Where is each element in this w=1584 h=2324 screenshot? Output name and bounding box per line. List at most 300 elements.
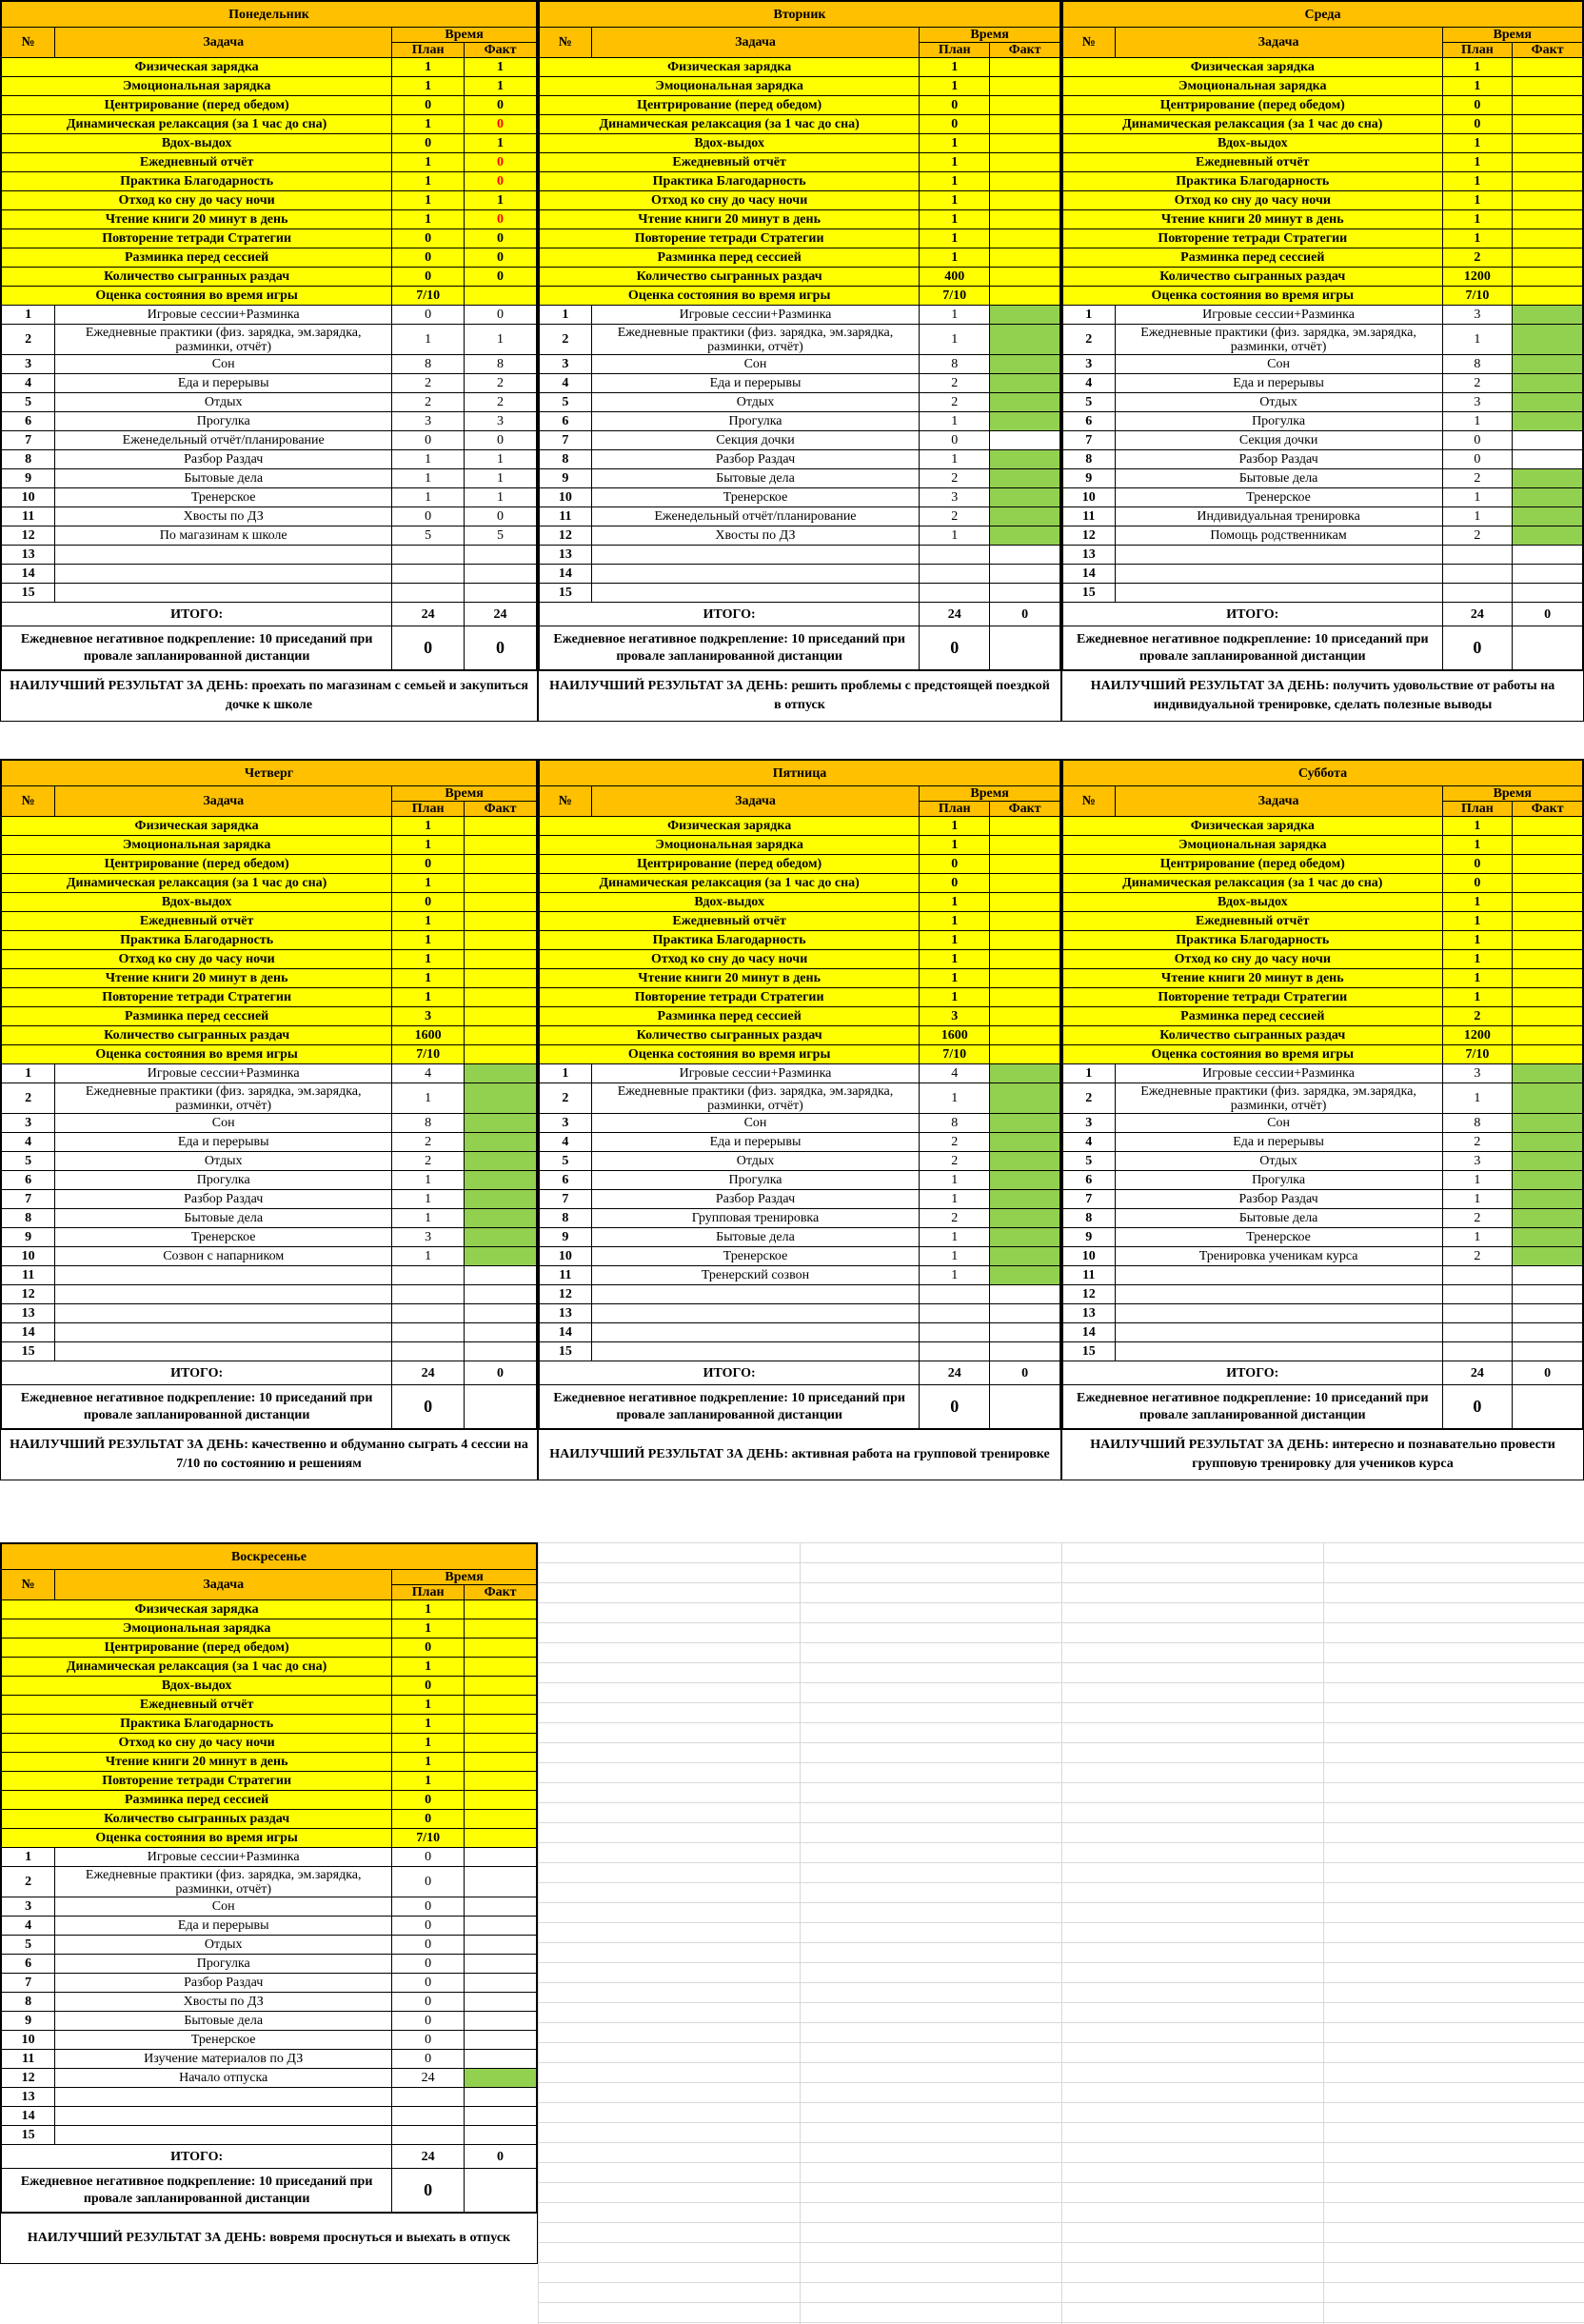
habit-plan[interactable]: 1 [1442, 77, 1513, 96]
habit-fact[interactable] [990, 210, 1060, 229]
habit-plan[interactable]: 1 [392, 172, 465, 191]
task-plan[interactable] [920, 584, 990, 603]
task-name[interactable]: Еда и перерывы [1115, 1133, 1442, 1152]
neg-plan[interactable]: 0 [920, 1385, 990, 1429]
habit-fact[interactable] [465, 836, 537, 855]
habit-fact[interactable] [1513, 153, 1583, 172]
task-name[interactable]: Тренировка ученикам курса [1115, 1247, 1442, 1266]
habit-plan[interactable]: 1 [392, 988, 465, 1007]
habit-fact[interactable]: 1 [465, 77, 537, 96]
task-name[interactable]: Еда и перерывы [55, 1133, 392, 1152]
task-name[interactable]: Созвон с напарником [55, 1247, 392, 1266]
task-plan[interactable]: 1 [1442, 325, 1513, 355]
task-plan[interactable]: 1 [1442, 1228, 1513, 1247]
habit-fact[interactable]: 0 [465, 268, 537, 287]
task-name[interactable]: Игровые сессии+Разминка [55, 1848, 392, 1867]
task-fact[interactable] [1513, 546, 1583, 565]
task-name[interactable]: Разбор Раздач [591, 1190, 920, 1209]
habit-fact[interactable] [1513, 931, 1583, 950]
task-name[interactable]: Игровые сессии+Разминка [591, 306, 920, 325]
task-fact[interactable] [1513, 1190, 1583, 1209]
task-fact[interactable] [465, 1171, 537, 1190]
task-plan[interactable]: 1 [1442, 1083, 1513, 1114]
task-plan[interactable]: 24 [392, 2069, 465, 2088]
task-name[interactable]: Изучение материалов по ДЗ [55, 2050, 392, 2069]
habit-fact[interactable] [990, 1026, 1060, 1045]
task-fact[interactable]: 2 [465, 393, 537, 412]
neg-plan[interactable]: 0 [1442, 1385, 1513, 1429]
task-name[interactable]: Прогулка [55, 1171, 392, 1190]
task-plan[interactable] [392, 2107, 465, 2126]
task-name[interactable]: Разбор Раздач [1115, 1190, 1442, 1209]
habit-fact[interactable]: 1 [465, 134, 537, 153]
habit-plan[interactable]: 1 [1442, 988, 1513, 1007]
task-fact[interactable] [465, 1897, 537, 1917]
task-name[interactable]: Сон [55, 1897, 392, 1917]
task-fact[interactable] [990, 469, 1060, 488]
task-plan[interactable]: 3 [392, 1228, 465, 1247]
habit-plan[interactable]: 0 [392, 268, 465, 287]
habit-plan[interactable]: 1 [1442, 836, 1513, 855]
task-plan[interactable] [920, 565, 990, 584]
task-fact[interactable] [465, 1209, 537, 1228]
task-fact[interactable]: 1 [465, 450, 537, 469]
task-plan[interactable]: 8 [920, 1114, 990, 1133]
habit-plan[interactable]: 1 [920, 836, 990, 855]
task-plan[interactable]: 3 [392, 412, 465, 431]
task-fact[interactable] [465, 1190, 537, 1209]
habit-plan[interactable]: 1 [1442, 912, 1513, 931]
task-plan[interactable]: 2 [1442, 1209, 1513, 1228]
task-fact[interactable] [1513, 1285, 1583, 1304]
habit-fact[interactable] [1513, 1026, 1583, 1045]
task-fact[interactable] [1513, 325, 1583, 355]
task-name[interactable]: Хвосты по ДЗ [591, 526, 920, 546]
task-plan[interactable]: 1 [920, 325, 990, 355]
task-name[interactable]: Сон [55, 355, 392, 374]
task-plan[interactable]: 8 [1442, 1114, 1513, 1133]
task-fact[interactable] [990, 1247, 1060, 1266]
task-fact[interactable] [990, 1064, 1060, 1083]
habit-plan[interactable]: 1 [920, 912, 990, 931]
task-name[interactable]: Бытовые дела [1115, 469, 1442, 488]
task-fact[interactable] [465, 1323, 537, 1342]
habit-fact[interactable] [465, 1619, 537, 1639]
habit-fact[interactable] [1513, 969, 1583, 988]
task-plan[interactable] [392, 2126, 465, 2145]
task-plan[interactable]: 0 [392, 2012, 465, 2031]
task-name[interactable]: Хвосты по ДЗ [55, 1993, 392, 2012]
task-fact[interactable] [465, 1936, 537, 1955]
task-fact[interactable] [465, 1304, 537, 1323]
habit-plan[interactable]: 1200 [1442, 1026, 1513, 1045]
habit-plan[interactable]: 1 [392, 874, 465, 893]
task-fact[interactable]: 5 [465, 526, 537, 546]
habit-fact[interactable] [990, 134, 1060, 153]
habit-fact[interactable] [465, 912, 537, 931]
habit-fact[interactable] [990, 1007, 1060, 1026]
task-name[interactable]: Сон [1115, 355, 1442, 374]
task-plan[interactable]: 1 [392, 1209, 465, 1228]
habit-fact[interactable] [465, 1829, 537, 1848]
task-plan[interactable]: 1 [392, 488, 465, 507]
task-name[interactable] [55, 1342, 392, 1361]
habit-fact[interactable] [1513, 96, 1583, 115]
task-name[interactable]: Разбор Раздач [55, 1974, 392, 1993]
task-plan[interactable]: 0 [392, 306, 465, 325]
task-fact[interactable] [1513, 393, 1583, 412]
task-plan[interactable]: 2 [920, 1133, 990, 1152]
task-fact[interactable] [465, 1993, 537, 2012]
task-name[interactable]: Индивидуальная тренировка [1115, 507, 1442, 526]
task-fact[interactable] [990, 526, 1060, 546]
task-plan[interactable] [392, 546, 465, 565]
habit-fact[interactable]: 0 [465, 115, 537, 134]
task-fact[interactable] [1513, 1064, 1583, 1083]
habit-plan[interactable]: 0 [392, 1639, 465, 1658]
task-name[interactable]: Отдых [1115, 1152, 1442, 1171]
task-fact[interactable] [465, 2050, 537, 2069]
task-name[interactable]: Разбор Раздач [55, 1190, 392, 1209]
habit-fact[interactable] [1513, 58, 1583, 77]
habit-fact[interactable] [465, 969, 537, 988]
habit-fact[interactable] [990, 153, 1060, 172]
habit-fact[interactable]: 0 [465, 96, 537, 115]
task-plan[interactable]: 2 [392, 1152, 465, 1171]
task-fact[interactable] [1513, 1323, 1583, 1342]
habit-plan[interactable]: 1 [1442, 191, 1513, 210]
habit-plan[interactable]: 1 [920, 210, 990, 229]
task-fact[interactable]: 0 [465, 306, 537, 325]
habit-fact[interactable] [1513, 268, 1583, 287]
habit-fact[interactable] [990, 912, 1060, 931]
habit-plan[interactable]: 1 [392, 1619, 465, 1639]
task-plan[interactable]: 3 [920, 488, 990, 507]
task-name[interactable] [1115, 1304, 1442, 1323]
task-name[interactable]: Прогулка [55, 1955, 392, 1974]
task-plan[interactable] [392, 1304, 465, 1323]
task-name[interactable] [55, 2088, 392, 2107]
task-fact[interactable] [1513, 1342, 1583, 1361]
task-name[interactable] [1115, 1266, 1442, 1285]
task-name[interactable] [55, 565, 392, 584]
task-name[interactable]: Ежедневные практики (физ. зарядка, эм.зарядка, разминки, отчёт) [55, 1083, 392, 1114]
habit-plan[interactable]: 0 [392, 248, 465, 268]
task-name[interactable] [591, 1304, 920, 1323]
task-plan[interactable]: 1 [920, 1228, 990, 1247]
habit-plan[interactable]: 0 [1442, 115, 1513, 134]
habit-fact[interactable] [465, 1734, 537, 1753]
task-plan[interactable]: 1 [1442, 412, 1513, 431]
task-plan[interactable]: 1 [392, 1190, 465, 1209]
task-name[interactable]: Помощь родственникам [1115, 526, 1442, 546]
habit-fact[interactable] [990, 855, 1060, 874]
habit-fact[interactable] [465, 817, 537, 836]
task-fact[interactable] [990, 565, 1060, 584]
habit-plan[interactable]: 1200 [1442, 268, 1513, 287]
task-fact[interactable] [990, 1285, 1060, 1304]
task-fact[interactable] [1513, 450, 1583, 469]
neg-plan[interactable]: 0 [392, 626, 465, 670]
task-fact[interactable] [990, 1228, 1060, 1247]
habit-fact[interactable] [1513, 950, 1583, 969]
task-plan[interactable]: 0 [392, 1955, 465, 1974]
task-name[interactable]: Сон [591, 355, 920, 374]
task-name[interactable]: Бытовые дела [55, 469, 392, 488]
task-name[interactable]: Еда и перерывы [591, 374, 920, 393]
neg-plan[interactable]: 0 [392, 2169, 465, 2213]
habit-fact[interactable] [465, 893, 537, 912]
habit-plan[interactable]: 1 [392, 1753, 465, 1772]
task-fact[interactable] [465, 2031, 537, 2050]
task-fact[interactable] [1513, 1304, 1583, 1323]
task-fact[interactable] [1513, 526, 1583, 546]
habit-plan[interactable]: 1 [920, 817, 990, 836]
habit-plan[interactable]: 3 [392, 1007, 465, 1026]
task-fact[interactable] [465, 2126, 537, 2145]
task-name[interactable]: Секция дочки [591, 431, 920, 450]
task-name[interactable]: Тренерское [55, 1228, 392, 1247]
habit-fact[interactable] [990, 172, 1060, 191]
habit-fact[interactable] [465, 1658, 537, 1677]
habit-fact[interactable] [465, 1677, 537, 1696]
habit-plan[interactable]: 0 [1442, 96, 1513, 115]
task-plan[interactable]: 1 [1442, 1171, 1513, 1190]
task-fact[interactable] [1513, 306, 1583, 325]
task-plan[interactable]: 1 [920, 450, 990, 469]
task-name[interactable] [591, 565, 920, 584]
task-fact[interactable]: 0 [465, 507, 537, 526]
task-name[interactable] [55, 1266, 392, 1285]
habit-plan[interactable]: 1 [1442, 58, 1513, 77]
task-name[interactable] [55, 1285, 392, 1304]
habit-fact[interactable] [990, 191, 1060, 210]
task-fact[interactable] [465, 1955, 537, 1974]
task-plan[interactable]: 1 [920, 306, 990, 325]
task-plan[interactable] [392, 565, 465, 584]
habit-plan[interactable]: 0 [392, 134, 465, 153]
habit-plan[interactable]: 1 [1442, 229, 1513, 248]
task-fact[interactable]: 0 [465, 431, 537, 450]
task-name[interactable]: По магазинам к школе [55, 526, 392, 546]
habit-fact[interactable] [990, 58, 1060, 77]
habit-plan[interactable]: 0 [920, 115, 990, 134]
habit-fact[interactable] [990, 115, 1060, 134]
task-name[interactable] [1115, 1342, 1442, 1361]
habit-fact[interactable] [1513, 817, 1583, 836]
task-plan[interactable]: 1 [1442, 488, 1513, 507]
task-name[interactable]: Разбор Раздач [1115, 450, 1442, 469]
task-plan[interactable] [1442, 1285, 1513, 1304]
task-plan[interactable] [1442, 1304, 1513, 1323]
task-name[interactable]: Еда и перерывы [591, 1133, 920, 1152]
task-fact[interactable] [465, 1285, 537, 1304]
task-name[interactable]: Еда и перерывы [55, 1917, 392, 1936]
task-name[interactable]: Бытовые дела [55, 1209, 392, 1228]
habit-plan[interactable]: 1 [920, 248, 990, 268]
task-fact[interactable] [990, 393, 1060, 412]
task-name[interactable]: Ежедневные практики (физ. зарядка, эм.зарядка, разминки, отчёт) [55, 325, 392, 355]
task-fact[interactable] [1513, 1083, 1583, 1114]
task-name[interactable]: Секция дочки [1115, 431, 1442, 450]
task-name[interactable]: Отдых [1115, 393, 1442, 412]
habit-plan[interactable]: 1 [392, 1600, 465, 1619]
habit-fact[interactable] [990, 248, 1060, 268]
task-fact[interactable] [1513, 412, 1583, 431]
task-plan[interactable]: 1 [920, 1190, 990, 1209]
habit-plan[interactable]: 1 [392, 77, 465, 96]
habit-fact[interactable] [1513, 874, 1583, 893]
task-fact[interactable] [465, 2069, 537, 2088]
habit-fact[interactable] [465, 1810, 537, 1829]
habit-plan[interactable]: 1 [920, 950, 990, 969]
task-name[interactable]: Прогулка [55, 412, 392, 431]
task-plan[interactable] [920, 1323, 990, 1342]
task-plan[interactable]: 1 [392, 1247, 465, 1266]
task-fact[interactable] [990, 1133, 1060, 1152]
habit-fact[interactable] [1513, 836, 1583, 855]
task-plan[interactable]: 3 [1442, 306, 1513, 325]
task-fact[interactable] [1513, 1152, 1583, 1171]
habit-fact[interactable] [990, 874, 1060, 893]
habit-fact[interactable] [1513, 287, 1583, 306]
task-name[interactable]: Игровые сессии+Разминка [1115, 306, 1442, 325]
habit-plan[interactable]: 1 [392, 1715, 465, 1734]
habit-fact[interactable]: 0 [465, 248, 537, 268]
task-fact[interactable] [1513, 584, 1583, 603]
task-name[interactable]: Ежедневные практики (физ. зарядка, эм.зарядка, разминки, отчёт) [1115, 325, 1442, 355]
task-plan[interactable]: 0 [392, 1917, 465, 1936]
task-name[interactable]: Бытовые дела [591, 469, 920, 488]
task-name[interactable] [591, 1323, 920, 1342]
task-name[interactable] [591, 1342, 920, 1361]
habit-fact[interactable] [465, 931, 537, 950]
task-plan[interactable]: 2 [920, 393, 990, 412]
habit-plan[interactable]: 0 [392, 855, 465, 874]
task-fact[interactable] [465, 546, 537, 565]
task-plan[interactable]: 4 [392, 1064, 465, 1083]
task-name[interactable] [55, 584, 392, 603]
habit-fact[interactable] [465, 1772, 537, 1791]
task-name[interactable]: Еда и перерывы [55, 374, 392, 393]
task-fact[interactable]: 1 [465, 488, 537, 507]
habit-fact[interactable]: 0 [465, 172, 537, 191]
task-fact[interactable] [990, 306, 1060, 325]
task-name[interactable]: Тренерское [591, 488, 920, 507]
task-fact[interactable]: 1 [465, 325, 537, 355]
habit-fact[interactable] [465, 1791, 537, 1810]
habit-fact[interactable]: 0 [465, 229, 537, 248]
task-name[interactable]: Хвосты по ДЗ [55, 507, 392, 526]
habit-plan[interactable]: 1 [920, 229, 990, 248]
habit-plan[interactable]: 3 [920, 1007, 990, 1026]
task-name[interactable] [591, 584, 920, 603]
habit-plan[interactable]: 1 [392, 210, 465, 229]
habit-plan[interactable]: 1 [392, 115, 465, 134]
task-fact[interactable] [990, 546, 1060, 565]
task-fact[interactable] [465, 1152, 537, 1171]
habit-plan[interactable]: 0 [392, 893, 465, 912]
task-plan[interactable]: 8 [920, 355, 990, 374]
task-name[interactable] [55, 1304, 392, 1323]
task-name[interactable]: Игровые сессии+Разминка [1115, 1064, 1442, 1083]
task-fact[interactable] [990, 1083, 1060, 1114]
task-name[interactable]: Тренерский созвон [591, 1266, 920, 1285]
task-plan[interactable]: 2 [1442, 526, 1513, 546]
habit-plan[interactable]: 1 [392, 191, 465, 210]
task-plan[interactable]: 0 [1442, 450, 1513, 469]
task-name[interactable] [591, 546, 920, 565]
task-plan[interactable]: 8 [1442, 355, 1513, 374]
task-fact[interactable] [1513, 355, 1583, 374]
task-fact[interactable]: 1 [465, 469, 537, 488]
habit-plan[interactable]: 1 [1442, 969, 1513, 988]
task-plan[interactable] [392, 584, 465, 603]
task-name[interactable]: Бытовые дела [591, 1228, 920, 1247]
habit-plan[interactable]: 7/10 [1442, 1045, 1513, 1064]
task-name[interactable]: Сон [1115, 1114, 1442, 1133]
habit-fact[interactable] [465, 1753, 537, 1772]
habit-fact[interactable] [1513, 115, 1583, 134]
habit-fact[interactable] [1513, 248, 1583, 268]
task-plan[interactable] [392, 1323, 465, 1342]
habit-plan[interactable]: 1 [1442, 172, 1513, 191]
task-plan[interactable]: 0 [392, 2050, 465, 2069]
task-fact[interactable] [990, 1323, 1060, 1342]
task-name[interactable]: Бытовые дела [1115, 1209, 1442, 1228]
task-plan[interactable] [1442, 1342, 1513, 1361]
task-fact[interactable]: 3 [465, 412, 537, 431]
task-name[interactable]: Групповая тренировка [591, 1209, 920, 1228]
task-name[interactable] [55, 1323, 392, 1342]
habit-plan[interactable]: 0 [920, 874, 990, 893]
habit-plan[interactable]: 1 [920, 58, 990, 77]
habit-fact[interactable] [465, 1026, 537, 1045]
habit-plan[interactable]: 0 [392, 1791, 465, 1810]
task-plan[interactable]: 1 [920, 412, 990, 431]
neg-fact[interactable] [1513, 626, 1583, 670]
task-name[interactable]: Игровые сессии+Разминка [55, 1064, 392, 1083]
neg-plan[interactable]: 0 [392, 1385, 465, 1429]
habit-plan[interactable]: 0 [1442, 855, 1513, 874]
habit-plan[interactable]: 1 [392, 58, 465, 77]
task-name[interactable]: Начало отпуска [55, 2069, 392, 2088]
task-plan[interactable]: 1 [1442, 507, 1513, 526]
task-fact[interactable] [1513, 565, 1583, 584]
task-fact[interactable] [465, 565, 537, 584]
habit-fact[interactable] [990, 96, 1060, 115]
task-plan[interactable] [392, 2088, 465, 2107]
habit-plan[interactable]: 1 [392, 836, 465, 855]
task-name[interactable] [55, 2126, 392, 2145]
task-name[interactable]: Тренерское [55, 2031, 392, 2050]
habit-plan[interactable]: 0 [392, 1810, 465, 1829]
task-plan[interactable]: 1 [920, 1247, 990, 1266]
task-name[interactable]: Бытовые дела [55, 2012, 392, 2031]
habit-fact[interactable] [1513, 77, 1583, 96]
task-fact[interactable] [990, 325, 1060, 355]
habit-plan[interactable]: 2 [1442, 248, 1513, 268]
task-fact[interactable] [990, 507, 1060, 526]
task-plan[interactable]: 1 [392, 469, 465, 488]
habit-fact[interactable] [1513, 1007, 1583, 1026]
task-name[interactable]: Еда и перерывы [1115, 374, 1442, 393]
task-fact[interactable] [465, 1083, 537, 1114]
task-name[interactable]: Разбор Раздач [55, 450, 392, 469]
task-plan[interactable] [392, 1342, 465, 1361]
neg-fact[interactable] [465, 1385, 537, 1429]
habit-plan[interactable]: 1 [392, 912, 465, 931]
